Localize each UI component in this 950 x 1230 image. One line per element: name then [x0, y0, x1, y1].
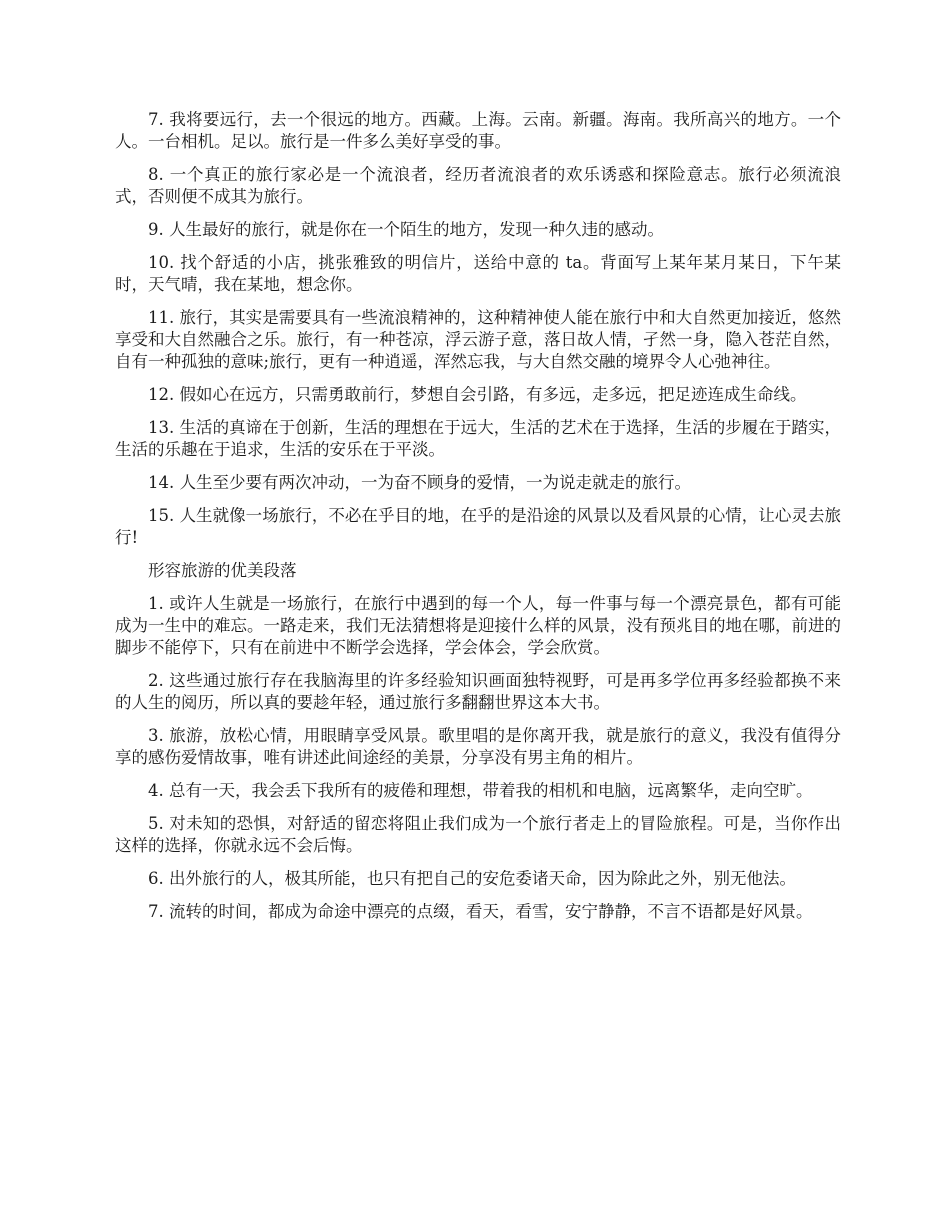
document-body — [115, 109, 841, 934]
paragraph: 3. 旅游，放松心情，用眼睛享受风景。歌里唱的是你离开我，就是旅行的意义，我没有值得分享的感伤爱情故事，唯有讲述此间途经的美景，分享没有男主角的相片。 — [115, 726, 841, 767]
paragraph: 12. 假如心在远方，只需勇敢前行，梦想自会引路，有多远，走多远，把足迹连成生命线。 — [148, 385, 807, 404]
section-heading: 形容旅游的优美段落 — [148, 561, 297, 580]
paragraph: 4. 总有一天，我会丢下我所有的疲倦和理想，带着我的相机和电脑，远离繁华，走向空旷。 — [148, 781, 813, 800]
paragraph: 9. 人生最好的旅行，就是你在一个陌生的地方，发现一种久违的感动。 — [148, 220, 664, 239]
paragraph: 2. 这些通过旅行存在我脑海里的许多经验知识画面独特视野，可是再多学位再多经验都换不来的人生的阅历，所以真的要趁年轻，通过旅行多翻翻世界这本大书。 — [115, 671, 841, 712]
paragraph: 11. 旅行，其实是需要具有一些流浪精神的，这种精神使人能在旅行中和大自然更加接近，悠然享受和大自然融合之乐。旅行，有一种苍凉，浮云游子意，落日故人情，孑然一身，隐入苍茫自然，自有一种孤独的意味;旅行，更有一种逍遥，浑然忘我，与大自然交融的境界令人心弛神往。 — [115, 308, 841, 371]
paragraph: 15. 人生就像一场旅行，不必在乎目的地，在乎的是沿途的风景以及看风景的心情，让心灵去旅行! — [115, 506, 841, 547]
paragraph: 7. 我将要远行，去一个很远的地方。西藏。上海。云南。新疆。海南。我所高兴的地方。一个人。一台相机。足以。旅行是一件多么美好享受的事。 — [115, 110, 841, 151]
paragraph: 8. 一个真正的旅行家必是一个流浪者，经历者流浪者的欢乐诱惑和探险意志。旅行必须流浪式，否则便不成其为旅行。 — [115, 165, 841, 206]
paragraph: 7. 流转的时间，都成为命途中漂亮的点缀，看天，看雪，安宁静静，不言不语都是好风景。 — [148, 902, 813, 921]
paragraph: 6. 出外旅行的人，极其所能，也只有把自己的安危委诸天命，因为除此之外，别无他法。 — [148, 869, 796, 888]
paragraph: 1. 或许人生就是一场旅行，在旅行中遇到的每一个人，每一件事与每一个漂亮景色，都有可能成为一生中的难忘。一路走来，我们无法猜想将是迎接什么样的风景，没有预兆目的地在哪，前进的脚步不能停下，只有在前进中不断学会选择，学会体会，学会欣赏。 — [115, 594, 841, 657]
paragraph: 14. 人生至少要有两次冲动，一为奋不顾身的爱情，一为说走就走的旅行。 — [148, 473, 691, 492]
paragraph: 10. 找个舒适的小店，挑张雅致的明信片，送给中意的 ta。背面写上某年某月某日，下午某时，天气晴，我在某地，想念你。 — [115, 253, 841, 294]
paragraph: 5. 对未知的恐惧，对舒适的留恋将阻止我们成为一个旅行者走上的冒险旅程。可是，当你作出这样的选择，你就永远不会后悔。 — [115, 814, 841, 855]
paragraph: 13. 生活的真谛在于创新，生活的理想在于远大，生活的艺术在于选择，生活的步履在于踏实，生活的乐趣在于追求，生活的安乐在于平淡。 — [115, 418, 841, 459]
